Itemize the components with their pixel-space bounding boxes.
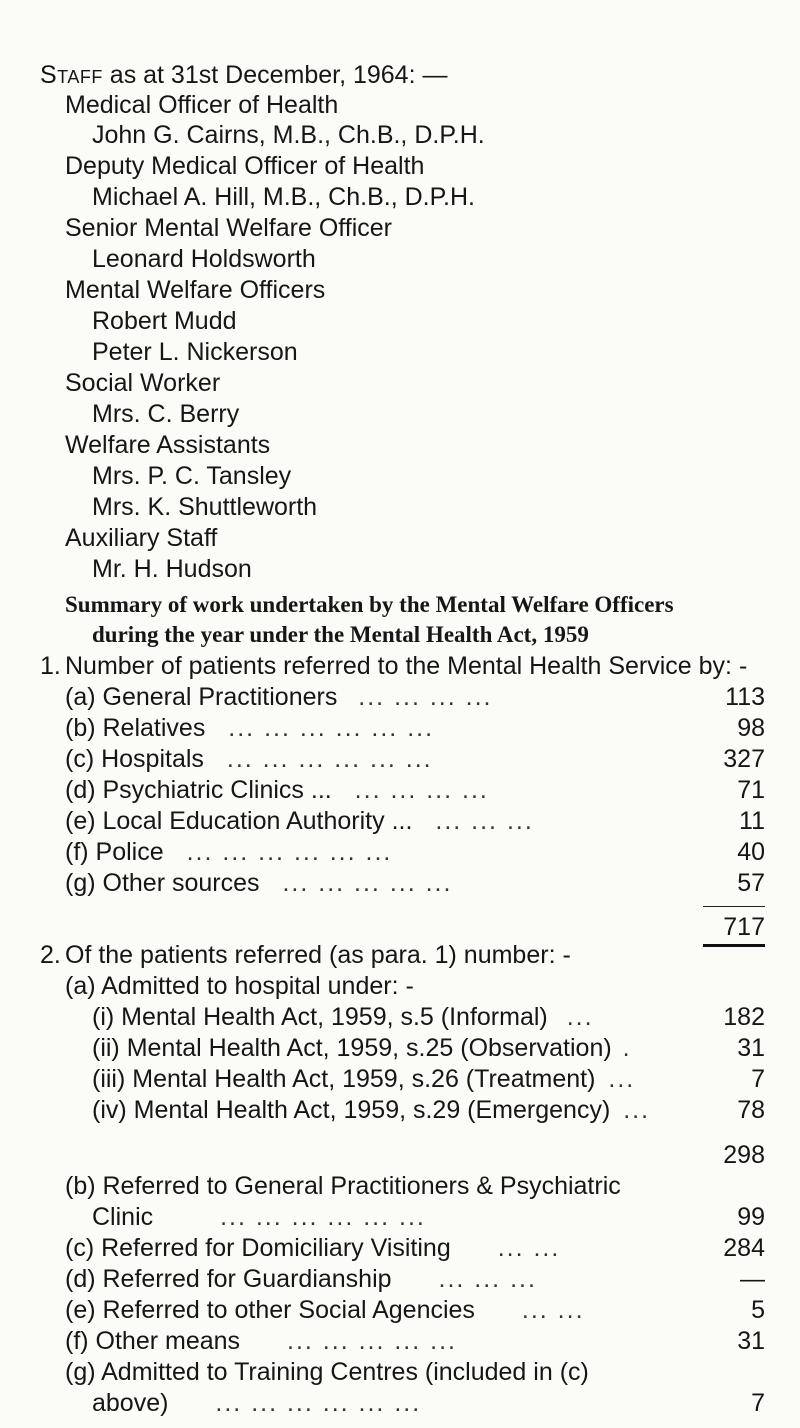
list-item: (e) Referred to other Social Agencies ... ... <box>65 1296 585 1324</box>
staff-heading: Staff as at 31st December, 1964: — <box>40 61 448 89</box>
item-value: 327 <box>723 745 765 773</box>
staff-line: Robert Mudd <box>92 307 237 335</box>
list-item: (f) Police ... ... ... ... ... ... <box>65 838 393 866</box>
item-value: 57 <box>737 869 765 897</box>
staff-line: Mrs. P. C. Tansley <box>92 462 292 490</box>
staff-line: Welfare Assistants <box>65 431 271 459</box>
item-value: 31 <box>737 1034 765 1062</box>
list-item: (iv) Mental Health Act, 1959, s.29 (Emergency) ... <box>92 1096 651 1124</box>
item-value: 71 <box>737 776 765 804</box>
staff-line: John G. Cairns, M.B., Ch.B., D.P.H. <box>92 121 485 149</box>
total-double-rule <box>703 944 765 950</box>
item-value: 7 <box>751 1065 765 1093</box>
section-number: 2. <box>40 941 61 969</box>
list-item: (c) Referred for Domiciliary Visiting ... ... <box>65 1234 561 1262</box>
subtotal-rule <box>703 906 765 907</box>
section-total: 717 <box>723 913 765 941</box>
staff-line: Mr. H. Hudson <box>92 555 252 583</box>
list-item: (iii) Mental Health Act, 1959, s.26 (Treatment) ... <box>92 1065 636 1093</box>
item-value: 40 <box>737 838 765 866</box>
staff-line: Mental Welfare Officers <box>65 276 326 304</box>
staff-line: Mrs. K. Shuttleworth <box>92 493 318 521</box>
section-title: Number of patients referred to the Mental Health Service by: - <box>65 652 748 680</box>
list-item: (e) Local Education Authority ... ... ... ... <box>65 807 534 835</box>
list-item-continuation: Clinic ... ... ... ... ... ... <box>92 1203 426 1231</box>
staff-line: Peter L. Nickerson <box>92 338 298 366</box>
item-value: 113 <box>725 683 765 711</box>
list-item: (ii) Mental Health Act, 1959, s.25 (Observation) . <box>92 1034 632 1062</box>
item-value: 182 <box>723 1003 765 1031</box>
section-title: Of the patients referred (as para. 1) number: - <box>65 941 571 969</box>
list-item: (a) General Practitioners ... ... ... ... <box>65 683 493 711</box>
staff-line: Social Worker <box>65 369 221 397</box>
list-item: (d) Referred for Guardianship ... ... ... <box>65 1265 537 1293</box>
item-value: — <box>740 1265 765 1293</box>
list-item-continuation: above) ... ... ... ... ... ... <box>92 1389 422 1417</box>
list-item: (d) Psychiatric Clinics ... ... ... ... ... <box>65 776 489 804</box>
list-item: (f) Other means ... ... ... ... ... <box>65 1327 457 1355</box>
item-value: 98 <box>737 714 765 742</box>
list-item: (b) Referred to General Practitioners & Psychiatric <box>65 1172 621 1200</box>
staff-line: Medical Officer of Health <box>65 91 339 119</box>
summary-subtitle: during the year under the Mental Health Act, 1959 <box>92 622 589 647</box>
list-item: (i) Mental Health Act, 1959, s.5 (Informal) ... <box>92 1003 594 1031</box>
staff-line: Michael A. Hill, M.B., Ch.B., D.P.H. <box>92 183 475 211</box>
staff-line: Deputy Medical Officer of Health <box>65 152 425 180</box>
staff-line: Auxiliary Staff <box>65 524 218 552</box>
list-item: (c) Hospitals ... ... ... ... ... ... <box>65 745 433 773</box>
list-item: (g) Admitted to Training Centres (included in (c) <box>65 1358 589 1386</box>
staff-line: Mrs. C. Berry <box>92 400 240 428</box>
section-number: 1. <box>40 652 61 680</box>
item-value: 99 <box>737 1203 765 1231</box>
summary-title: Summary of work undertaken by the Mental Welfare Officers <box>65 592 674 617</box>
staff-line: Leonard Holdsworth <box>92 245 316 273</box>
subtotal-value: 298 <box>723 1141 765 1169</box>
subsection-title: (a) Admitted to hospital under: - <box>65 972 414 1000</box>
item-value: 5 <box>751 1296 765 1324</box>
list-item: (g) Other sources ... ... ... ... ... <box>65 869 453 897</box>
item-value: 78 <box>737 1096 765 1124</box>
item-value: 7 <box>751 1389 765 1417</box>
item-value: 11 <box>739 807 765 835</box>
list-item: (b) Relatives ... ... ... ... ... ... <box>65 714 435 742</box>
item-value: 284 <box>723 1234 765 1262</box>
staff-line: Senior Mental Welfare Officer <box>65 214 392 242</box>
item-value: 31 <box>737 1327 765 1355</box>
